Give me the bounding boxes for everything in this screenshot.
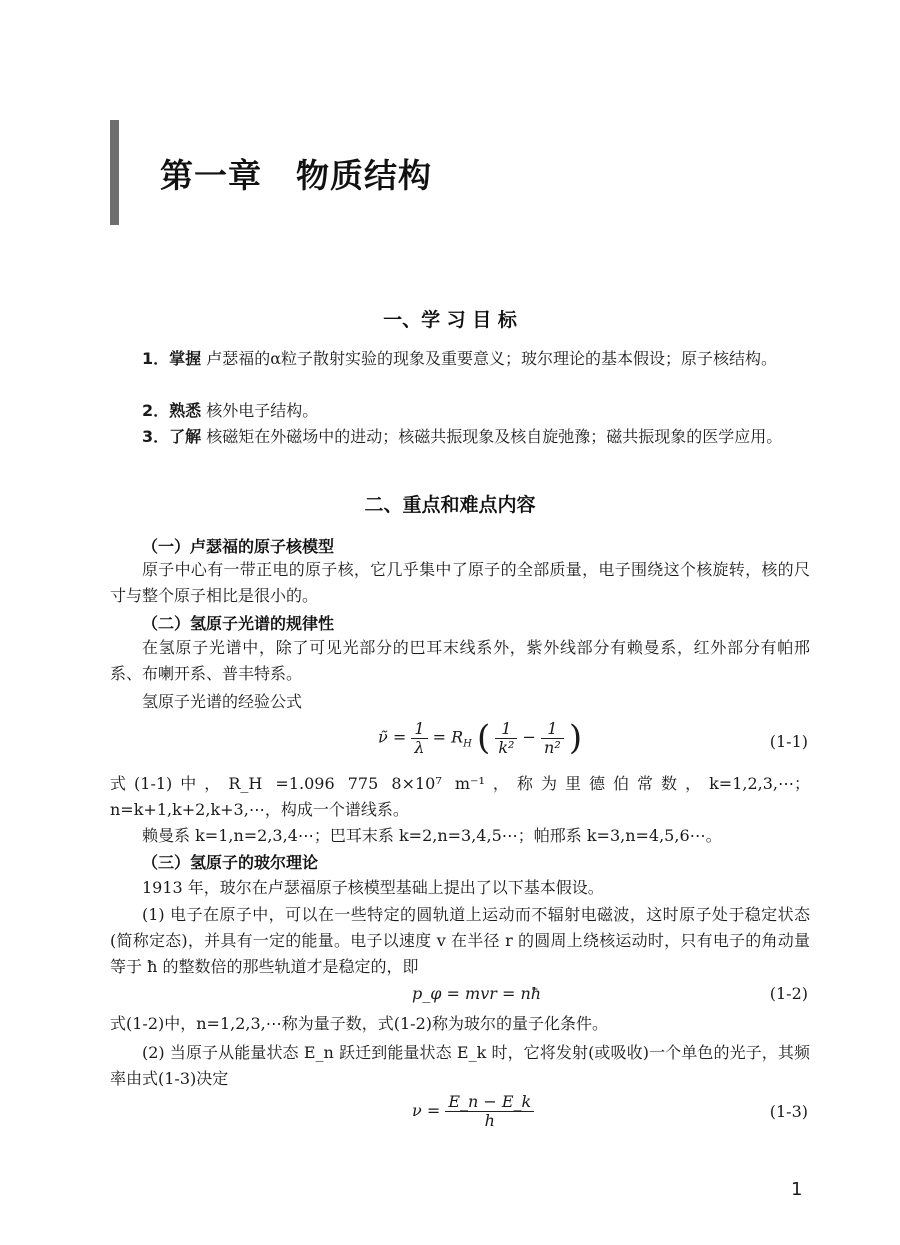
paragraph-quantization-condition: 式(1-2)中，n=1,2,3,⋯称为量子数，式(1-2)称为玻尔的量子化条件。	[110, 1014, 609, 1033]
paragraph-rydberg-constant: 式(1-1)中，R_H =1.096 775 8×10⁷ m⁻¹，称为里德伯常数，k=1,2,3,⋯；n=k+1,k+2,k+3,⋯，构成一个谱线系。	[110, 774, 810, 819]
objective-text: 核磁矩在外磁场中的进动；核磁共振现象及核自旋弛豫；磁共振现象的医学应用。	[206, 427, 783, 446]
eq-rydberg: = R	[432, 727, 464, 747]
objective-item-2	[110, 398, 810, 424]
objective-text: 核外电子结构。	[206, 401, 319, 420]
paragraph-series-values: 赖曼系 k=1,n=2,3,4⋯；巴耳末系 k=2,n=3,4,5⋯；帕邢系 k=3,n=4,5,6⋯。	[142, 826, 722, 845]
paren-close: )	[568, 718, 583, 758]
fraction-energy-over-h	[445, 1093, 534, 1130]
equation-number-1-3: (1-3)	[769, 1102, 808, 1121]
paragraph-bohr-intro: 1913 年，玻尔在卢瑟福原子核模型基础上提出了以下基本假设。	[142, 878, 604, 897]
chapter-accent-bar	[110, 120, 119, 225]
paragraph-empirical-formula-intro: 氢原子光谱的经验公式	[142, 692, 303, 711]
equation-1-3	[412, 1093, 534, 1130]
equation-1-1	[378, 718, 582, 758]
objective-item-1	[110, 346, 810, 372]
objective-text: 卢瑟福的α粒子散射实验的现象及重要意义；玻尔理论的基本假设；原子核结构。	[206, 349, 778, 368]
objective-label: 3．了解	[142, 427, 202, 446]
paragraph-postulate-1: (1) 电子在原子中，可以在一些特定的圆轨道上运动而不辐射电磁波，这时原子处于稳定状态(简称定态)，并具有一定的能量。电子以速度 v 在半径 r 的圆周上绕核运动时，只有电子的角动量等于 ħ 的整数倍的那些轨道才是稳定的，即	[110, 905, 810, 976]
frac-den: λ	[414, 737, 425, 757]
objective-label: 1．掌握	[142, 349, 202, 368]
subheading-rutherford: （一）卢瑟福的原子核模型	[142, 537, 335, 556]
eq-minus: −	[522, 727, 536, 747]
subheading-bohr-theory: （三）氢原子的玻尔理论	[142, 853, 319, 872]
fraction-1-over-lambda	[411, 720, 427, 757]
subheading-hydrogen-spectrum: （二）氢原子光谱的规律性	[142, 614, 335, 633]
section-heading-key-points: 二、重点和难点内容	[364, 494, 536, 516]
equation-number-1-1: (1-1)	[769, 732, 808, 751]
objective-item-3	[110, 424, 810, 450]
frac-num: 1	[541, 720, 564, 739]
frac-den: n²	[544, 737, 561, 757]
paragraph-spectrum-series: 在氢原子光谱中，除了可见光部分的巴耳末线系外，紫外线部分有赖曼系，红外部分有帕邢系、布喇开系、普丰特系。	[110, 638, 810, 683]
equation-number-1-2: (1-2)	[769, 984, 808, 1003]
eq-lhs: ν =	[412, 1101, 441, 1120]
frac-den: h	[484, 1111, 495, 1130]
paren-open: (	[476, 718, 491, 758]
paragraph-postulate-2: (2) 当原子从能量状态 E_n 跃迁到能量状态 E_k 时，它将发射(或吸收)一个单色的光子，其频率由式(1-3)决定	[110, 1043, 810, 1088]
objective-label: 2．熟悉	[142, 401, 202, 420]
section-heading-objectives: 一、学 习 目 标	[383, 309, 517, 331]
chapter-title: 第一章 物质结构	[160, 156, 432, 195]
frac-num: E_n − E_k	[445, 1093, 534, 1112]
eq-lhs: ν̃ =	[378, 727, 407, 747]
paragraph-rutherford: 原子中心有一带正电的原子核，它几乎集中了原子的全部质量，电子围绕这个核旋转，核的尺寸与整个原子相比是很小的。	[110, 560, 810, 605]
frac-num: 1	[411, 720, 427, 739]
equation-1-2: p_φ = mvr = nħ	[412, 984, 542, 1003]
eq-subscript: H	[463, 738, 472, 750]
frac-den: k²	[498, 737, 515, 757]
frac-num: 1	[495, 720, 517, 739]
fraction-1-over-n2	[541, 720, 564, 757]
fraction-1-over-k2	[495, 720, 517, 757]
page-number: 1	[791, 1179, 803, 1200]
